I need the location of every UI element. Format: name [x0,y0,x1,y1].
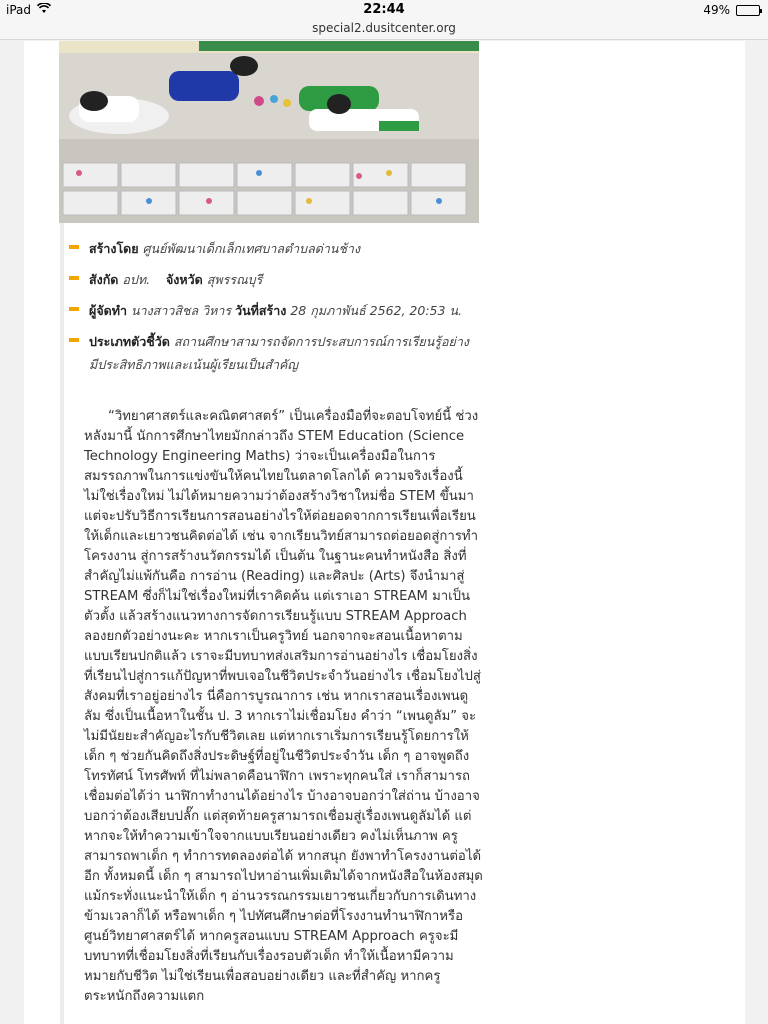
device-label: iPad [6,3,32,17]
meta-author: ผู้จัดทำ นางสาวสิชล วิหาร วันที่สร้าง 28 กุมภาพันธ์ 2562, 20:53 น. [89,299,469,322]
meta-created-by: สร้างโดย ศูนย์พัฒนาเด็กเล็กเทศบาลตำบลด่านช้าง [89,237,469,260]
status-bar [0,0,768,20]
article-paragraph: “วิทยาศาสตร์และคณิตศาสตร์” เป็นเครื่องมือที่จะตอบโจทย์นี้ ช่วงหลังมานี้ นักการศึกษาไทยมักกล่าวถึง STEM Education (Science Technology Engineering Maths) ว่าจะเป็นเครื่องมือในการสมรรถภาพในการแข่งขันให้คนไทยในตลาดโลกได้ ความจริงเรื่องนี้ไม่ใช่เรื่องใหม่ ไม่ได้หมายความว่าต้องสร้างวิชาใหม่ชื่อ STEM ขึ้นมา แต่จะปรับวิธีการเรียนการสอนอย่างไรให้ต่อยอดจากการเรียนเพื่อเรียน ให้เด็กและเยาวชนคิดต่อได้ เช่น จากเรียนวิทย์สามารถต่อยอดสู่การทำโครงงาน สู่การสร้างนวัตกรรมได้ เป็นต้น ในฐานะคนทำหนังสือ สิ่งที่สำคัญไม่แพ้กันคือ การอ่าน (Reading) และศิลปะ (Arts) จึงนำมาสู่ STREAM ซึ่งก็ไม่ใช่เรื่องใหม่ที่เราคิดค้น แต่เราเอา STREAM มาเป็นตัวตั้ง แล้วสร้างแนวทางการจัดการเรียนรู้แบบ STREAM Approach ลองยกตัวอย่างนะคะ หากเราเป็นครูวิทย์ นอกจากจะสอนเนื้อหาตามแบบเรียนปกติแล้ว เราจะมีบทบาทส่งเสริมการอ่านอย่างไร เชื่อมโยงสิ่งที่เรียนไปสู่การแก้ปัญหาที่พบเจอในชีวิตประจำวันอย่างไร เชื่อมโยงไปสู่สังคมที่เราอยู่อย่างไร นี่คือการบูรณาการ เช่น หากเราสอนเรื่องเพนดูลัม ซึ่งเป็นเนื้อหาในชั้น ป. 3 หากเราไม่เชื่อมโยง คำว่า “เพนดูลัม” จะไม่มีนัยยะสำคัญอะไรกับชีวิตเลย แต่หากเราเริ่มการเรียนรู้โดยการให้เด็ก ๆ ช่วยกันคิดถึงสิ่งประดิษฐ์ที่อยู่ในชีวิตประจำวัน เด็ก ๆ อาจพูดถึงโทรทัศน์ โทรศัพท์ ที่ไม่พลาดคือนาฬิกา เพราะทุกคนใส่ เราก็สามารถเชื่อมต่อได้ว่า นาฬิกาทำงานได้อย่างไร บ้างอาจบอกว่าใส่ถ่าน บ้างอาจบอกว่าต้องเสียบปลั๊ก แต่สุดท้ายครูสามารถเชื่อมสู่เรื่องเพนดูลัมได้ แต่หากจะให้ทำความเข้าใจจากแบบเรียนอย่างเดียว คงไม่เห็นภาพ ครูสามารถพาเด็ก ๆ ทำการทดลองต่อได้ หากสนุก ยังพาทำโครงงานต่อได้อีก ทั้งหมดนี้ เด็ก ๆ สามารถไปหาอ่านเพิ่มเติมได้จากหนังสือในห้องสมุด แม้กระทั่งแนะนำให้เด็ก ๆ อ่านวรรณกรรมเยาวชนเกี่ยวกับการเดินทางข้ามเวลาก็ได้ หรือพาเด็ก ๆ ไปทัศนศึกษาต่อที่โรงงานทำนาฬิกาหรือศูนย์วิทยาศาสตร์ได้ หากครูสอนแบบ STREAM Approach ครูจะมีบทบาทที่เชื่อมโยงสิ่งที่เรียนกับเรื่องรอบตัวเด็ก ทำให้เนื้อหามีความหมายกับชีวิต ไม่ใช่เรียนเพื่อสอบอย่างเดียว และที่สำคัญ หากครูตระหนักถึงความแตก [84,409,483,1004]
clock: 22:44 [363,2,405,17]
activity-photo [59,41,479,223]
bullet-icon [69,245,79,249]
meta-list [89,237,469,384]
url-text: special2.dusitcenter.org [312,21,456,35]
battery-percent: 49% [703,3,730,17]
bullet-icon [69,307,79,311]
meta-affiliation: สังกัด อปท. จังหวัด สุพรรณบุรี [89,268,469,291]
page-content [24,41,745,1024]
bullet-icon [69,338,79,342]
bullet-icon [69,276,79,280]
battery-icon [736,5,760,16]
address-bar[interactable] [0,20,768,40]
meta-indicator-type: ประเภทตัวชี้วัด สถานศึกษาสามารถจัดการประสบการณ์การเรียนรู้อย่างมีประสิทธิภาพและเน้นผู้เรียนเป็นสำคัญ [89,330,469,376]
article-body [84,407,484,1007]
